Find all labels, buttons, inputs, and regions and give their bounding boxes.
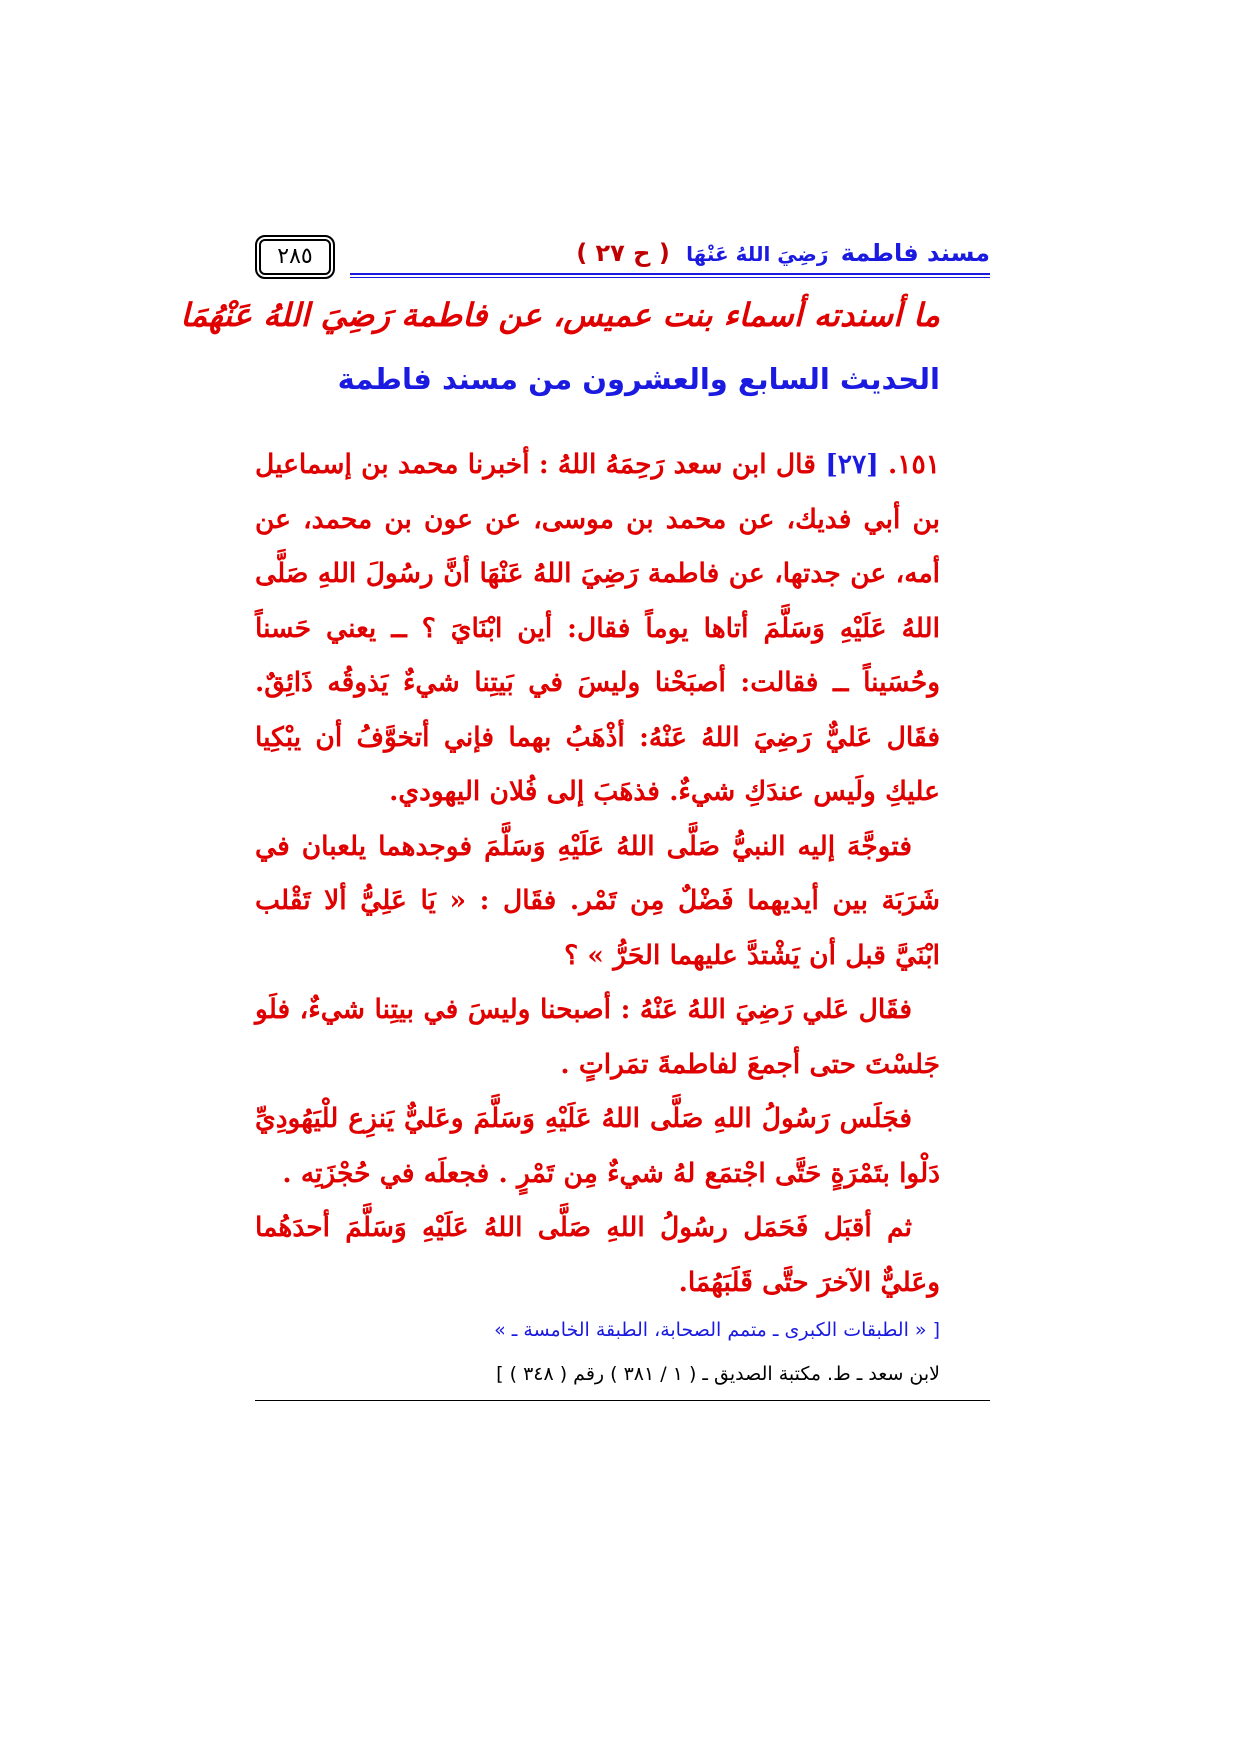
header-book-title: مسند فاطمة	[840, 239, 990, 267]
hadith-paragraph-5: ثم أقبَل فَحَمَل رسُولُ اللهِ صَلَّى اللهُ عَلَيْهِ وَسَلَّمَ أحدَهُما وعَليٌّ الآخرَ حتَّى قَلَبَهُمَا.	[255, 1212, 940, 1298]
hadith-paragraph-4: فجَلَس رَسُولُ اللهِ صَلَّى اللهُ عَلَيْهِ وَسَلَّمَ وعَليٌّ يَنزِع للْيَهُودِيِّ دَلْوا بتَمْرَةٍ حَتَّى اجْتمَع لهُ شيءٌ مِن تَمْرٍ . فجعلَه في حُجْزَتِه .	[255, 1103, 940, 1189]
page-number-box: ٢٨٥	[255, 235, 335, 279]
footer-divider	[255, 1400, 990, 1401]
hadith-heading: الحديث السابع والعشرون من مسند فاطمة	[337, 362, 940, 396]
hadith-reference-number: [٢٧]	[825, 449, 879, 480]
hadith-paragraph-3: فقَال عَلي رَضِيَ اللهُ عَنْهُ : أصبحنا وليسَ في بيتِنا شيءٌ، فلَو جَلسْتَ حتى أجمعَ لفاطمةَ تمَراتٍ .	[255, 994, 940, 1080]
header-divider	[350, 273, 990, 278]
hadith-paragraph-1	[255, 438, 940, 820]
header-title	[576, 239, 990, 267]
hadith-number: ١٥١.	[888, 449, 940, 480]
source-footnote	[255, 1308, 940, 1396]
footnote-line-2: لابن سعد ـ ط. مكتبة الصديق ـ ( ١ / ٣٨١ ) رقم ( ٣٤٨ ) ]	[496, 1363, 940, 1385]
chapter-title: ما أسندته أسماء بنت عميس، عن فاطمة رَضِيَ اللهُ عَنْهُمَا	[180, 296, 940, 334]
header-hadith-number: ( ح ٢٧ )	[576, 239, 670, 267]
header-honorific: رَضِيَ اللهُ عَنْهَا	[686, 242, 829, 266]
footnote-line-1: [ « الطبقات الكبرى ـ متمم الصحابة، الطبقة الخامسة ـ »	[494, 1319, 940, 1341]
hadith-body	[255, 438, 940, 1310]
hadith-paragraph-2: فتوجَّهَ إليه النبيُّ صَلَّى اللهُ عَلَيْهِ وَسَلَّمَ فوجدهما يلعبان في شَرَبَة بين أيديهما فَضْلٌ مِن تَمْر. فقَال : « يَا عَلِيُّ ألا تَقْلب ابْنَيَّ قبل أن يَشْتدَّ عليهما الحَرُّ » ؟	[255, 830, 940, 971]
running-header	[255, 235, 990, 283]
hadith-paragraph-1-text: قال ابن سعد رَحِمَهُ اللهُ : أخبرنا محمد بن إسماعيل بن أبي فديك، عن محمد بن موسى، عن عون بن محمد، عن أمه، عن جدتها، عن فاطمة رَضِيَ اللهُ عَنْهَا أنَّ رسُولَ اللهِ صَلَّى اللهُ عَلَيْهِ وَسَلَّمَ أتاها يوماً فقال: أين ابْنَايَ ؟ ــ يعني حَسناً وحُسَيناً ــ فقالت: أصبَحْنا وليسَ في بَيتِنا شيءٌ يَذوقُه ذَائِقٌ. فقَال عَليٌّ رَضِيَ اللهُ عَنْهُ: أذْهَبُ بهما فإني أتخوَّفُ أن يبْكِيا عليكِ ولَيس عندَكِ شيءٌ. فذهَبَ إلى فُلان اليهودي.	[255, 449, 940, 807]
